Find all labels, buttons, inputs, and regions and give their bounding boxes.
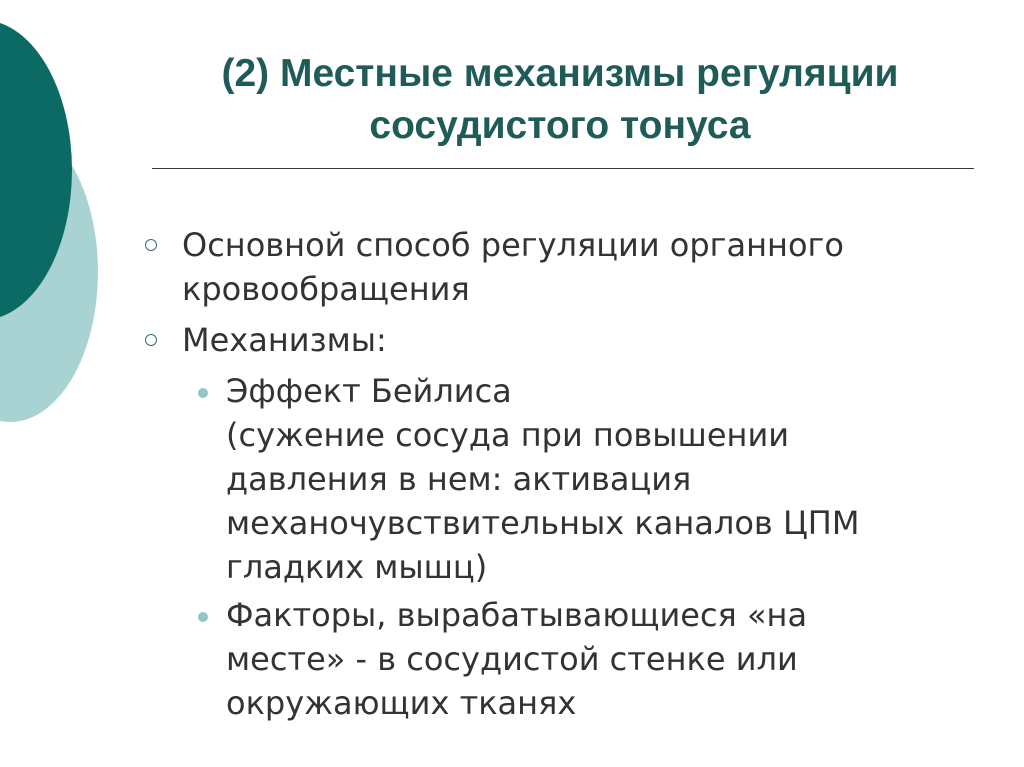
sub-bullet-text-line: месте» - в сосудистой стенке или xyxy=(226,640,798,678)
slide-title-line-2: сосудистого тонуса xyxy=(369,104,751,147)
sub-bullet-text-line: механочувствительных каналов ЦПМ xyxy=(226,504,860,542)
slide-title xyxy=(130,48,990,152)
filled-dot-bullet-icon xyxy=(198,612,208,622)
sub-bullet-text-line: гладких мышц) xyxy=(226,548,488,586)
sub-bullet-local-factors xyxy=(140,593,1010,725)
sub-bullet-bayliss-effect xyxy=(140,369,1010,589)
bullet-item-mechanisms xyxy=(140,318,1010,362)
sub-bullet-text-line: Эффект Бейлиса xyxy=(226,372,512,410)
sub-bullet-text-line: окружающих тканях xyxy=(226,684,577,722)
hollow-circle-bullet-icon xyxy=(145,334,157,346)
title-divider xyxy=(152,168,974,169)
bullet-text-line: Основной способ регуляции органного xyxy=(182,226,844,264)
bullet-text-line: кровообращения xyxy=(182,270,470,308)
sub-bullet-text-line: Факторы, вырабатывающиеся «на xyxy=(226,596,808,634)
filled-dot-bullet-icon xyxy=(198,388,208,398)
hollow-circle-bullet-icon xyxy=(145,239,157,251)
sub-bullet-text-line: давления в нем: активация xyxy=(226,460,692,498)
sub-bullet-text-line: (сужение сосуда при повышении xyxy=(226,416,790,454)
bullet-item-main-method xyxy=(140,223,1010,311)
bullet-text-line: Механизмы: xyxy=(182,321,387,359)
bullet-list xyxy=(140,223,1010,729)
slide-title-line-1: (2) Местные механизмы регуляции xyxy=(221,52,899,95)
